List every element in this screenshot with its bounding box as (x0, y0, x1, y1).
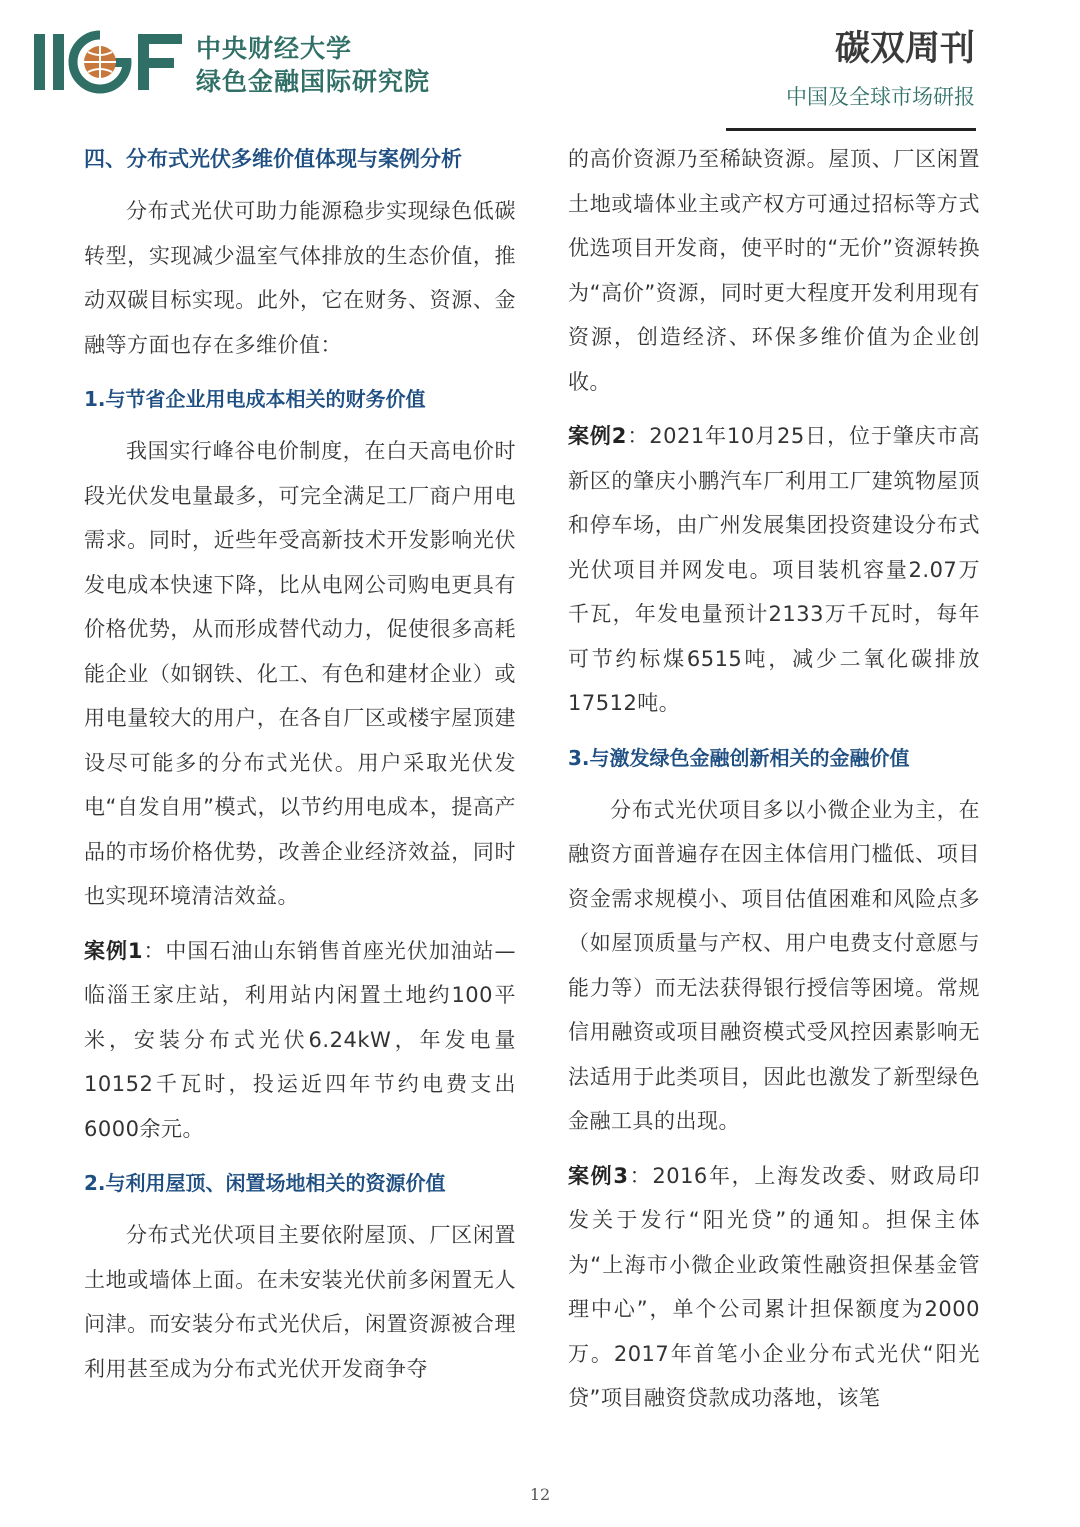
org-name-line1: 中央财经大学 (196, 34, 353, 63)
subsection-1-body: 我国实行峰谷电价制度，在白天高电价时段光伏发电量最多，可完全满足工厂商户用电需求。同时，近些年受高新技术开发影响光伏发电成本快速下降，比从电网公司购电更具有价格优势，从而形成替代动力，促使很多高耗能企业（如钢铁、化工、有色和建材企业）或用电量较大的用户，在各自厂区或楼宇屋顶建设尽可能多的分布式光伏。用户采取光伏发电“自发自用”模式，以节约用电成本，提高产品的市场价格优势，改善企业经济效益，同时也实现环境清洁效益。 (84, 439, 516, 908)
subsection-1-title: 1.与节省企业用电成本相关的财务价值 (84, 387, 426, 411)
case-2-paragraph (568, 414, 980, 726)
publication-header (735, 26, 975, 112)
case-1-text: ：中国石油山东销售首座光伏加油站—临淄王家庄站，利用站内闲置土地约100平米，安装分布式光伏6.24kW，年发电量10152千瓦时，投运近四年节约电费支出6000余元。 (84, 938, 516, 1141)
subsection-2-title: 2.与利用屋顶、闲置场地相关的资源价值 (84, 1171, 446, 1195)
header-rule (726, 128, 976, 131)
publication-title: 碳双周刊 (834, 29, 975, 69)
subsection-3-title: 3.与激发绿色金融创新相关的金融价值 (568, 745, 910, 770)
page-number: 12 (529, 1485, 551, 1504)
section-title: 四、分布式光伏多维价值体现与案例分析 (84, 147, 462, 171)
case-3-label: 案例3 (568, 1163, 629, 1188)
case-1-label: 案例1 (84, 938, 143, 963)
case-2-text: ：2021年10月25日，位于肇庆市高新区的肇庆小鹏汽车厂利用工厂建筑物屋顶和停车场，由广州发展集团投资建设分布式光伏项目并网发电。项目装机容量2.07万千瓦，年发电量预计2133万千瓦时，每年可节约标煤6515吨，减少二氧化碳排放17512吨。 (568, 424, 980, 715)
case-2-label: 案例2 (568, 424, 627, 448)
case-3-text: ：2016年，上海发改委、财政局印发关于发行“阳光贷”的通知。担保主体为“上海市小微企业政策性融资担保基金管理中心”，单个公司累计担保额度为2000万。2017年首笔小企业分布式光伏“阳光贷”项目融资贷款成功落地，该笔 (568, 1163, 980, 1410)
right-column (568, 137, 980, 1421)
case-3-paragraph (568, 1154, 980, 1421)
left-column (84, 137, 516, 1391)
iigf-logo-icon (34, 30, 194, 94)
case-1-paragraph (84, 929, 516, 1152)
org-name (196, 32, 496, 98)
org-name-line2: 绿色金融国际研究院 (196, 67, 431, 96)
intro-paragraph: 分布式光伏可助力能源稳步实现绿色低碳转型，实现减少温室气体排放的生态价值，推动双碳目标实现。此外，它在财务、资源、金融等方面也存在多维价值： (84, 199, 516, 357)
continued-paragraph: 的高价资源乃至稀缺资源。屋顶、厂区闲置土地或墙体业主或产权方可通过招标等方式优选项目开发商，使平时的“无价”资源转换为“高价”资源，同时更大程度开发利用现有资源，创造经济、环保多维价值为企业创收。 (568, 147, 980, 394)
subsection-3-body: 分布式光伏项目多以小微企业为主，在融资方面普遍存在因主体信用门槛低、项目资金需求规模小、项目估值困难和风险点多（如屋顶质量与产权、用户电费支付意愿与能力等）而无法获得银行授信等困境。常规信用融资或项目融资模式受风控因素影响无法适用于此类项目，因此也激发了新型绿色金融工具的出现。 (568, 797, 980, 1133)
subsection-2-body: 分布式光伏项目主要依附屋顶、厂区闲置土地或墙体上面。在未安装光伏前多闲置无人问津。而安装分布式光伏后，闲置资源被合理利用甚至成为分布式光伏开发商争夺 (84, 1223, 516, 1381)
publication-subtitle: 中国及全球市场研报 (786, 85, 975, 109)
